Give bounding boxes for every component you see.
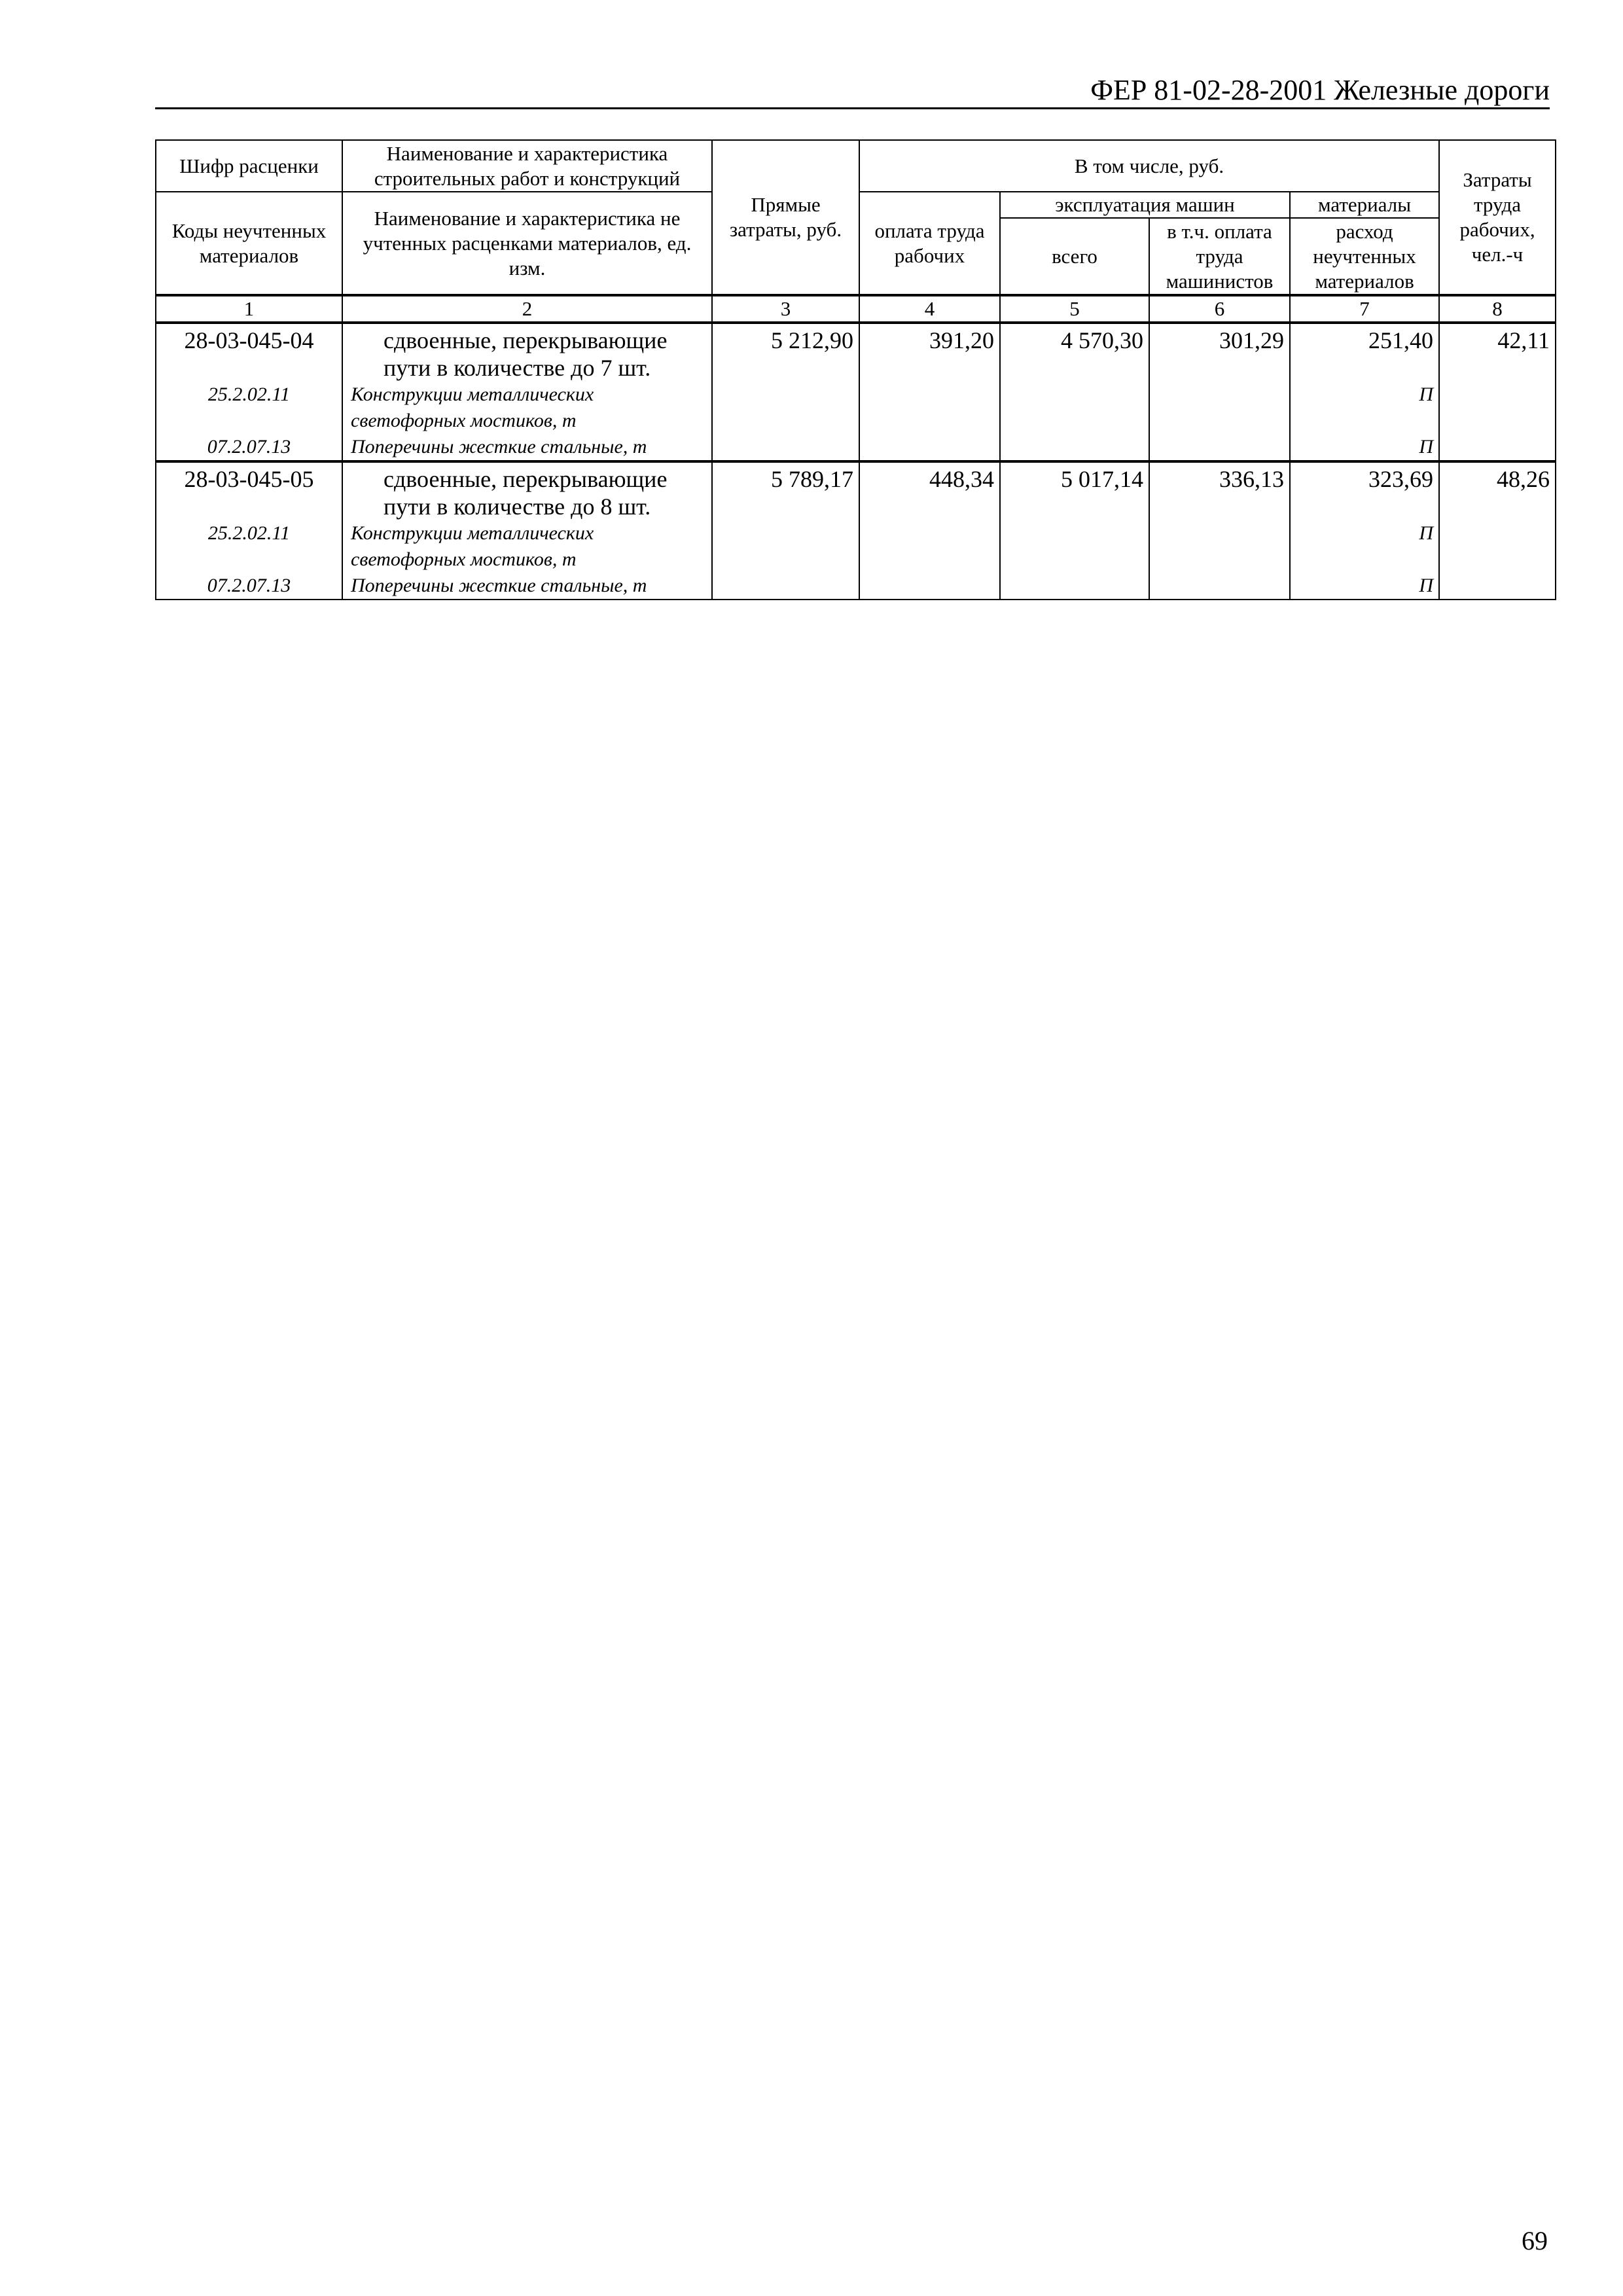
header-materials-usage: расход неучтенных материалов <box>1290 218 1439 295</box>
header-machines-total: всего <box>1000 218 1149 295</box>
column-number: 1 <box>156 295 342 323</box>
material-code: 25.2.02.11 <box>207 522 291 544</box>
materials-cost: 323,69 <box>1368 466 1434 492</box>
rates-table <box>155 139 1556 600</box>
header-direct: Прямые затраты, руб. <box>712 140 859 295</box>
column-number: 4 <box>859 295 1000 323</box>
rate-code: 28-03-045-04 <box>184 327 314 353</box>
materials-cost: 251,40 <box>1368 327 1434 353</box>
material-name: Поперечины жесткие стальные, т <box>351 575 647 596</box>
machines-total: 5 017,14 <box>1000 461 1149 600</box>
material-name: Конструкции металлических светофорных мостиков, т <box>351 522 594 570</box>
column-number: 5 <box>1000 295 1149 323</box>
workers-pay: 448,34 <box>859 461 1000 600</box>
workers-pay: 391,20 <box>859 323 1000 461</box>
labor-hours: 42,11 <box>1439 323 1556 461</box>
material-code: 07.2.07.13 <box>207 436 291 457</box>
machinists-pay: 336,13 <box>1149 461 1290 600</box>
header-unaccounted-codes: Коды неучтенных материалов <box>156 192 342 295</box>
header-name: Наименование и характеристика строительных работ и конструкций <box>342 140 712 192</box>
column-number: 7 <box>1290 295 1439 323</box>
header-code: Шифр расценки <box>156 140 342 192</box>
material-name: Конструкции металлических светофорных мостиков, т <box>351 384 594 431</box>
page-number: 69 <box>1522 2226 1548 2255</box>
header-materials: материалы <box>1290 192 1439 218</box>
rate-name: сдвоенные, перекрывающие пути в количестве до 7 шт. <box>383 327 668 381</box>
material-usage: П <box>1419 384 1434 405</box>
column-number: 3 <box>712 295 859 323</box>
table-row <box>156 461 1556 600</box>
table-row <box>156 323 1556 461</box>
labor-hours: 48,26 <box>1439 461 1556 600</box>
header-machinists-pay: в т.ч. оплата труда машинистов <box>1149 218 1290 295</box>
machinists-pay: 301,29 <box>1149 323 1290 461</box>
header-including: В том числе, руб. <box>859 140 1439 192</box>
material-code: 07.2.07.13 <box>207 575 291 596</box>
header-machines: эксплуатация машин <box>1000 192 1290 218</box>
direct-cost: 5 789,17 <box>712 461 859 600</box>
column-number: 2 <box>342 295 712 323</box>
column-number: 6 <box>1149 295 1290 323</box>
direct-cost: 5 212,90 <box>712 323 859 461</box>
header-labor: Затраты труда рабочих, чел.-ч <box>1439 140 1556 295</box>
material-name: Поперечины жесткие стальные, т <box>351 436 647 457</box>
header-unaccounted-names: Наименование и характеристика не учтенных расценками материалов, ед. изм. <box>342 192 712 295</box>
header-rule <box>155 107 1550 109</box>
material-usage: П <box>1419 436 1434 457</box>
column-number: 8 <box>1439 295 1556 323</box>
rate-code: 28-03-045-05 <box>184 466 314 492</box>
header-workers-pay: оплата труда рабочих <box>859 192 1000 295</box>
document-title: ФЕР 81-02-28-2001 Железные дороги <box>1090 74 1550 106</box>
material-code: 25.2.02.11 <box>207 384 291 405</box>
material-usage: П <box>1419 575 1434 596</box>
rate-name: сдвоенные, перекрывающие пути в количестве до 8 шт. <box>383 466 668 520</box>
material-usage: П <box>1419 522 1434 544</box>
machines-total: 4 570,30 <box>1000 323 1149 461</box>
